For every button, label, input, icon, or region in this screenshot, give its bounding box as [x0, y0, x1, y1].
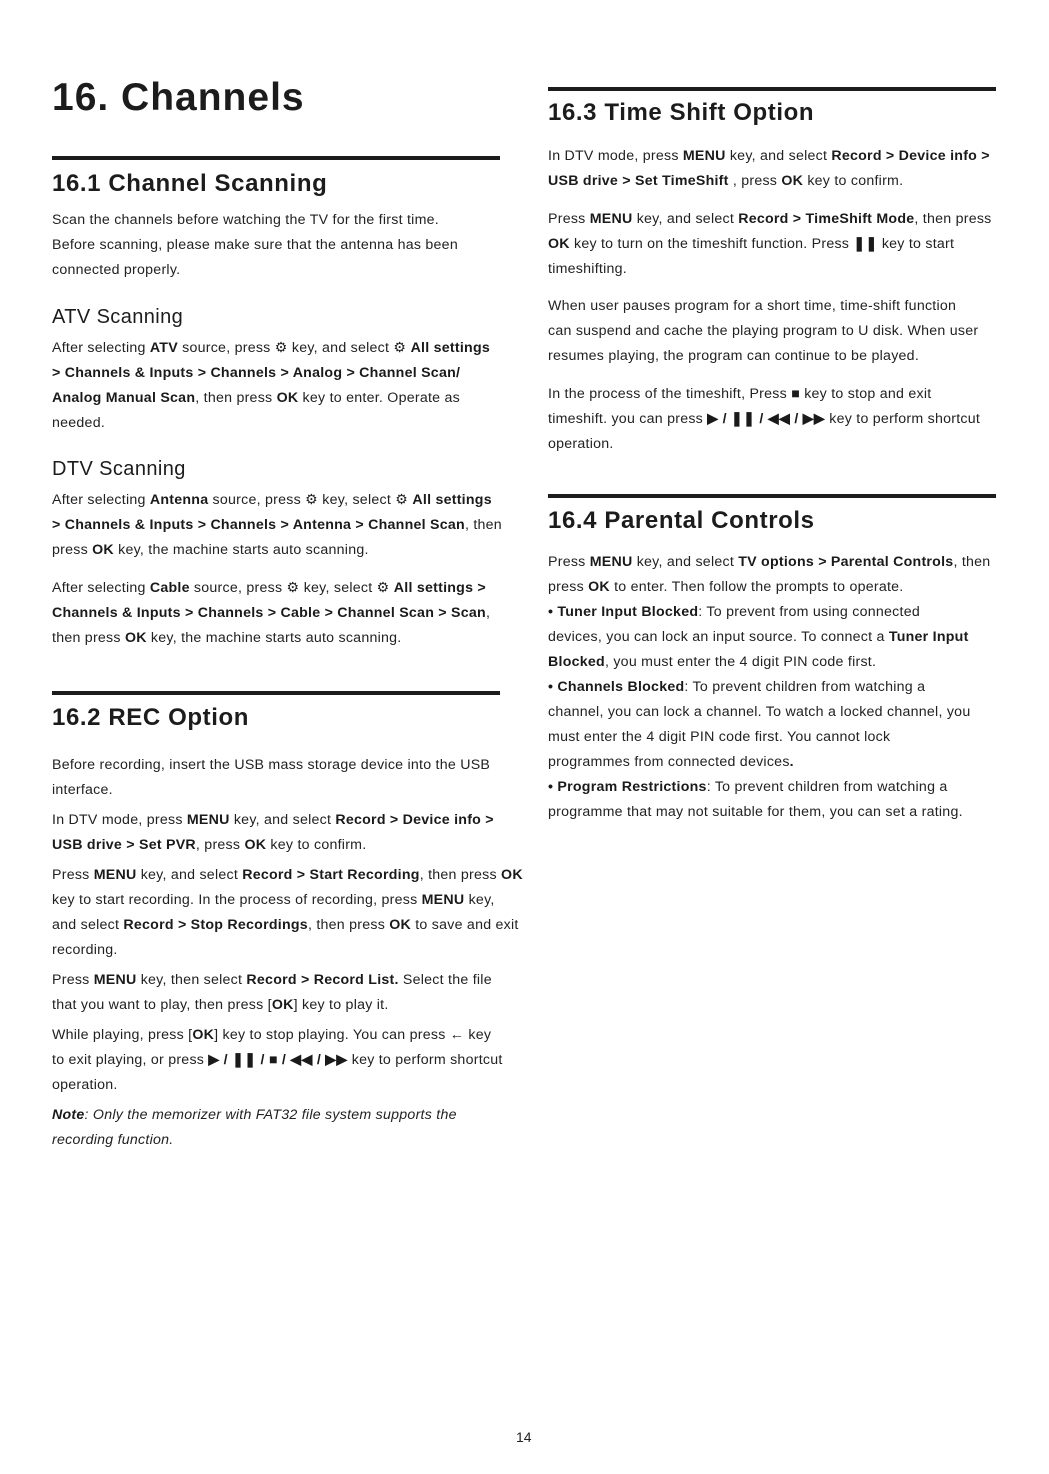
text-line: USB drive > Set PVR, press OK key to confirm.: [52, 837, 367, 853]
text-line: • Channels Blocked: To prevent children from watching a: [548, 679, 926, 695]
text-line: recording.: [52, 942, 118, 958]
paragraph: [52, 488, 502, 563]
text-line: can suspend and cache the playing program to U disk. When user: [548, 323, 979, 339]
text-line: Press MENU key, and select Record > TimeShift Mode, then press: [548, 211, 992, 227]
text-line: recording function.: [52, 1132, 174, 1148]
text-line: resumes playing, the program can continue to be played.: [548, 348, 920, 364]
text-line: then press OK key, the machine starts auto scanning.: [52, 630, 402, 646]
text-line: devices, you can lock an input source. To connect a Tuner Input: [548, 629, 969, 645]
paragraph: [52, 863, 523, 963]
text-line: key to start recording. In the process of recording, press MENU key,: [52, 892, 495, 908]
page-number: 14: [516, 1429, 532, 1445]
text-line: When user pauses program for a short time, time-shift function: [548, 298, 957, 314]
text-line: channel, you can lock a channel. To watch a locked channel, you: [548, 704, 971, 720]
text-line: operation.: [548, 436, 614, 452]
text-line: timeshift. you can press ▶ / ❚❚ / ◀◀ / ▶▶ key to perform shortcut: [548, 411, 981, 427]
text-line: > Channels & Inputs > Channels > Antenna > Channel Scan, then: [52, 517, 502, 533]
text-line: While playing, press [OK] key to stop playing. You can press ← key: [52, 1027, 492, 1043]
subheading-dtv: DTV Scanning: [52, 458, 186, 480]
text-line: Press MENU key, and select Record > Start Recording, then press OK: [52, 867, 523, 883]
section-heading-16-4: 16.4 Parental Controls: [548, 507, 815, 534]
text-line: USB drive > Set TimeShift , press OK key to confirm.: [548, 173, 904, 189]
text-line: Note: Only the memorizer with FAT32 file system supports the: [52, 1107, 457, 1123]
paragraph: [548, 382, 980, 457]
note: [52, 1103, 457, 1153]
text-line: Channels & Inputs > Channels > Cable > Channel Scan > Scan,: [52, 605, 491, 621]
paragraph: [52, 808, 494, 858]
text-line: In DTV mode, press MENU key, and select Record > Device info >: [52, 812, 494, 828]
paragraph: [52, 1023, 503, 1098]
text-line: • Tuner Input Blocked: To prevent from using connected: [548, 604, 920, 620]
text-line: operation.: [52, 1077, 118, 1093]
paragraph: [548, 207, 992, 282]
text-line: to exit playing, or press ▶ / ❚❚ / ■ / ◀◀ / ▶▶ key to perform shortcut: [52, 1052, 503, 1068]
section-heading-16-2: 16.2 REC Option: [52, 704, 250, 731]
text-line: Blocked, you must enter the 4 digit PIN code first.: [548, 654, 877, 670]
text-line: connected properly.: [52, 262, 181, 278]
section-divider: [52, 156, 500, 160]
text-line: > Channels & Inputs > Channels > Analog > Channel Scan/: [52, 365, 461, 381]
text-line: Press MENU key, and select TV options > Parental Controls, then: [548, 554, 991, 570]
text-line: Before recording, insert the USB mass storage device into the USB: [52, 757, 491, 773]
subheading-atv: ATV Scanning: [52, 306, 184, 328]
text-line: press OK to enter. Then follow the prompts to operate.: [548, 579, 904, 595]
text-line: Scan the channels before watching the TV for the first time.: [52, 212, 439, 228]
paragraph: [548, 144, 990, 194]
text-line: that you want to play, then press [OK] key to play it.: [52, 997, 389, 1013]
text-line: In DTV mode, press MENU key, and select Record > Device info >: [548, 148, 990, 164]
text-line: After selecting ATV source, press ⚙ key, and select ⚙ All settings: [52, 340, 491, 356]
paragraph: [52, 336, 490, 436]
text-line: OK key to turn on the timeshift function. Press ❚❚ key to start: [548, 236, 955, 252]
paragraph: [52, 208, 458, 283]
text-line: timeshifting.: [548, 261, 627, 277]
text-line: programmes from connected devices.: [548, 754, 794, 770]
paragraph: [52, 753, 490, 803]
text-line: Before scanning, please make sure that the antenna has been: [52, 237, 458, 253]
paragraph: [52, 576, 490, 651]
text-line: interface.: [52, 782, 113, 798]
section-divider: [548, 87, 996, 91]
paragraph: [548, 294, 978, 369]
section-heading-16-1: 16.1 Channel Scanning: [52, 170, 328, 197]
section-heading-16-3: 16.3 Time Shift Option: [548, 99, 815, 126]
paragraph: [548, 550, 990, 825]
section-divider: [548, 494, 996, 498]
text-line: Press MENU key, then select Record > Record List. Select the file: [52, 972, 492, 988]
text-line: After selecting Cable source, press ⚙ key, select ⚙ All settings >: [52, 580, 486, 596]
text-line: must enter the 4 digit PIN code first. You cannot lock: [548, 729, 891, 745]
paragraph: [52, 968, 492, 1018]
text-line: Analog Manual Scan, then press OK key to enter. Operate as: [52, 390, 460, 406]
section-divider: [52, 691, 500, 695]
text-line: In the process of the timeshift, Press ■ key to stop and exit: [548, 386, 932, 402]
text-line: and select Record > Stop Recordings, then press OK to save and exit: [52, 917, 519, 933]
text-line: needed.: [52, 415, 106, 431]
page-title: 16. Channels: [52, 76, 305, 119]
text-line: press OK key, the machine starts auto scanning.: [52, 542, 369, 558]
text-line: • Program Restrictions: To prevent children from watching a: [548, 779, 948, 795]
text-line: programme that may not suitable for them, you can set a rating.: [548, 804, 963, 820]
text-line: After selecting Antenna source, press ⚙ key, select ⚙ All settings: [52, 492, 492, 508]
